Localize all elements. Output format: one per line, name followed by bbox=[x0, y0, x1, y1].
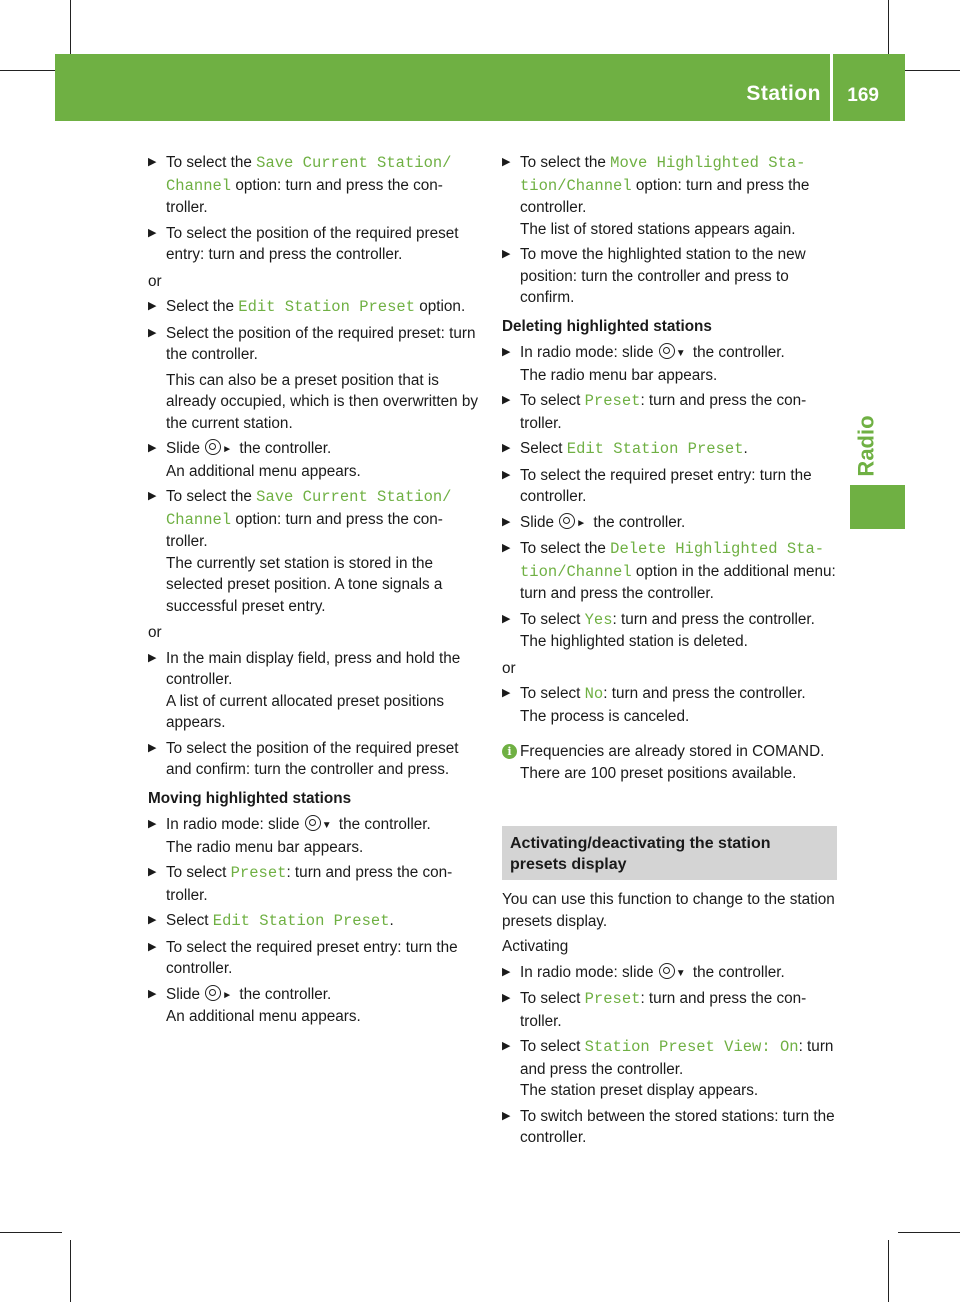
crop-mark bbox=[898, 1232, 960, 1233]
slide-down-icon: ▼ bbox=[675, 348, 686, 359]
step-result: A list of current allocated preset positions appears. bbox=[166, 692, 445, 731]
controller-icon bbox=[659, 343, 675, 359]
crop-mark bbox=[70, 1240, 71, 1302]
instruction-step: ▶ Slide ► the controller. bbox=[502, 512, 837, 535]
menu-option: Edit Station Preset bbox=[238, 298, 416, 316]
info-icon: i bbox=[502, 744, 517, 759]
left-column bbox=[148, 152, 483, 1032]
arrow-right-icon: ▶ bbox=[502, 248, 511, 260]
arrow-right-icon: ▶ bbox=[148, 442, 157, 454]
arrow-right-icon: ▶ bbox=[148, 326, 157, 339]
page-number: 169 bbox=[847, 85, 879, 106]
step-result: The list of stored stations appears again. bbox=[520, 220, 796, 238]
instruction-step: ▶ To select Preset: turn and press the con- troller. bbox=[148, 864, 453, 904]
instruction-step: ▶ In radio mode: slide ▼ the controller. bbox=[502, 962, 837, 985]
arrow-right-icon: ▶ bbox=[148, 741, 157, 754]
arrow-right-icon: ▶ bbox=[148, 651, 157, 664]
crop-mark bbox=[0, 1232, 62, 1233]
header-separator bbox=[830, 54, 833, 121]
arrow-right-icon: ▶ bbox=[502, 542, 511, 554]
instruction-step: ▶ In the main display field, press and hold the controller. A list of current allocated preset positions appears. bbox=[148, 649, 461, 731]
arrow-right-icon: ▶ bbox=[148, 490, 157, 502]
instruction-step: ▶ In radio mode: slide ▼ the controller. The radio menu bar appears. bbox=[148, 816, 431, 856]
instruction-step: ▶ To select No: turn and press the controller. The process is canceled. bbox=[502, 685, 806, 725]
instruction-step: ▶ To select the Save Current Station/ Channel option: turn and press the con- troller. The currently set station is stored in the selected preset position. A tone signals a successful preset entry. bbox=[148, 488, 452, 615]
subsection-heading: Moving highlighted stations bbox=[148, 789, 352, 807]
arrow-right-icon: ▶ bbox=[502, 612, 511, 625]
controller-icon bbox=[559, 513, 575, 529]
arrow-right-icon: ▶ bbox=[502, 346, 511, 358]
procedure-label: Activating bbox=[502, 938, 569, 955]
or-separator: or bbox=[148, 624, 162, 641]
arrow-right-icon: ▶ bbox=[148, 156, 157, 168]
instruction-step: ▶ In radio mode: slide ▼ the controller. The radio menu bar appears. bbox=[502, 344, 785, 384]
crop-mark bbox=[898, 70, 960, 71]
page-header bbox=[55, 54, 905, 121]
controller-icon bbox=[205, 985, 221, 1001]
crop-mark bbox=[888, 1240, 889, 1302]
arrow-right-icon: ▶ bbox=[502, 442, 511, 454]
instruction-step: ▶ Slide ► the controller. An additional menu appears. bbox=[148, 985, 361, 1025]
subsection-heading: Deleting highlighted stations bbox=[502, 317, 712, 335]
instruction-step: ▶ To move the highlighted station to the new position: turn the controller and press to confirm. bbox=[502, 246, 806, 306]
step-result: The radio menu bar appears. bbox=[166, 838, 364, 856]
menu-option: Preset bbox=[584, 990, 641, 1008]
side-label-text: Radio bbox=[854, 415, 879, 477]
step-note: This can also be a preset position that is already occupied, which is then overwritten by the current station. bbox=[166, 371, 479, 432]
header-title: Station bbox=[746, 82, 821, 105]
instruction-step: ▶ To select the Save Current Station/ Channel option: turn and press the con- troller. bbox=[148, 154, 452, 216]
instruction-step: ▶ To select the required preset entry: turn the controller. bbox=[148, 938, 458, 977]
arrow-right-icon: ▶ bbox=[148, 818, 157, 830]
instruction-step: ▶ To select Preset: turn and press the con- troller. bbox=[502, 990, 807, 1030]
instruction-step: ▶ Select Edit Station Preset. bbox=[502, 440, 748, 458]
menu-option: Preset bbox=[230, 864, 287, 882]
menu-option: Delete Highlighted Sta‐ tion/Channel bbox=[520, 540, 825, 581]
arrow-right-icon: ▶ bbox=[502, 687, 511, 699]
or-separator: or bbox=[148, 272, 162, 290]
instruction-step: ▶ To select the Move Highlighted Sta‐ tion/Channel option: turn and press the controller. The list of stored stations appears again. bbox=[502, 154, 810, 238]
step-result: The process is canceled. bbox=[520, 707, 690, 725]
arrow-right-icon: ▶ bbox=[148, 987, 157, 1000]
intro-text: You can use this function to change to the station presets display. bbox=[502, 891, 835, 930]
menu-option: Move Highlighted Sta‐ tion/Channel bbox=[520, 154, 806, 195]
info-note: i Frequencies are already stored in COMAND. There are 100 preset positions available. bbox=[502, 741, 837, 784]
slide-down-icon: ▼ bbox=[321, 820, 332, 831]
menu-option: Edit Station Preset bbox=[212, 912, 390, 930]
step-result: An additional menu appears. bbox=[166, 1008, 361, 1025]
arrow-right-icon: ▶ bbox=[502, 1109, 511, 1122]
instruction-step: ▶ Select the Edit Station Preset option. bbox=[148, 298, 466, 316]
section-heading: Activating/deactivating the station presets display bbox=[502, 826, 837, 880]
section-tab-label bbox=[848, 410, 886, 482]
instruction-step: ▶ Select Edit Station Preset. bbox=[148, 912, 394, 930]
slide-right-icon: ► bbox=[222, 989, 233, 1001]
arrow-right-icon: ▶ bbox=[502, 468, 511, 481]
instruction-step: ▶ To select Yes: turn and press the controller. The highlighted station is deleted. bbox=[502, 610, 815, 650]
step-result: The highlighted station is deleted. bbox=[520, 633, 748, 650]
instruction-step: ▶ Select the position of the required preset: turn the controller. bbox=[148, 324, 476, 363]
section-tab-marker bbox=[850, 485, 905, 529]
step-result: The station preset display appears. bbox=[520, 1082, 759, 1099]
arrow-right-icon: ▶ bbox=[148, 914, 157, 926]
slide-right-icon: ► bbox=[222, 444, 233, 455]
right-column bbox=[502, 152, 837, 1153]
menu-option: No bbox=[584, 685, 604, 703]
menu-option: Yes bbox=[584, 610, 613, 629]
instruction-step: ▶ To switch between the stored stations: turn the controller. bbox=[502, 1107, 835, 1146]
arrow-right-icon: ▶ bbox=[502, 992, 511, 1004]
arrow-right-icon: ▶ bbox=[148, 866, 157, 878]
crop-mark bbox=[70, 0, 71, 62]
controller-icon bbox=[205, 439, 221, 455]
slide-right-icon: ► bbox=[576, 517, 587, 529]
arrow-right-icon: ▶ bbox=[502, 1040, 511, 1052]
arrow-right-icon: ▶ bbox=[148, 300, 157, 312]
instruction-step: ▶ To select Preset: turn and press the con- troller. bbox=[502, 392, 807, 432]
arrow-right-icon: ▶ bbox=[148, 226, 157, 239]
menu-option: Edit Station Preset bbox=[566, 440, 744, 458]
step-result: An additional menu appears. bbox=[166, 462, 361, 480]
or-separator: or bbox=[502, 659, 516, 677]
instruction-step: ▶ To select the position of the required preset and confirm: turn the controller and press. bbox=[148, 739, 459, 778]
step-result: The currently set station is stored in the selected preset position. A tone signals a successful preset entry. bbox=[166, 554, 443, 615]
controller-icon bbox=[305, 815, 321, 831]
menu-option: Save Current Station/ Channel bbox=[166, 488, 452, 529]
arrow-right-icon: ▶ bbox=[502, 394, 511, 406]
instruction-step: ▶ To select Station Preset View: On: turn and press the controller. The station preset display appears. bbox=[502, 1038, 834, 1099]
arrow-right-icon: ▶ bbox=[148, 940, 157, 953]
controller-icon bbox=[659, 963, 675, 979]
crop-mark bbox=[888, 0, 889, 62]
arrow-right-icon: ▶ bbox=[502, 156, 511, 168]
instruction-step: ▶ To select the Delete Highlighted Sta‐ tion/Channel option in the additional menu: turn and press the controller. bbox=[502, 540, 836, 602]
menu-option: Station Preset View: On bbox=[584, 1038, 799, 1056]
slide-down-icon: ▼ bbox=[675, 967, 686, 979]
arrow-right-icon: ▶ bbox=[502, 965, 511, 978]
step-result: The radio menu bar appears. bbox=[520, 366, 718, 384]
instruction-step: ▶ To select the position of the required preset entry: turn and press the controller. bbox=[148, 224, 459, 263]
menu-option: Save Current Station/ Channel bbox=[166, 154, 452, 195]
menu-option: Preset bbox=[584, 392, 641, 410]
arrow-right-icon: ▶ bbox=[502, 515, 511, 528]
crop-mark bbox=[0, 70, 62, 71]
instruction-step: ▶ Slide ► the controller. An additional menu appears. bbox=[148, 440, 361, 480]
instruction-step: ▶ To select the required preset entry: turn the controller. bbox=[502, 466, 812, 505]
